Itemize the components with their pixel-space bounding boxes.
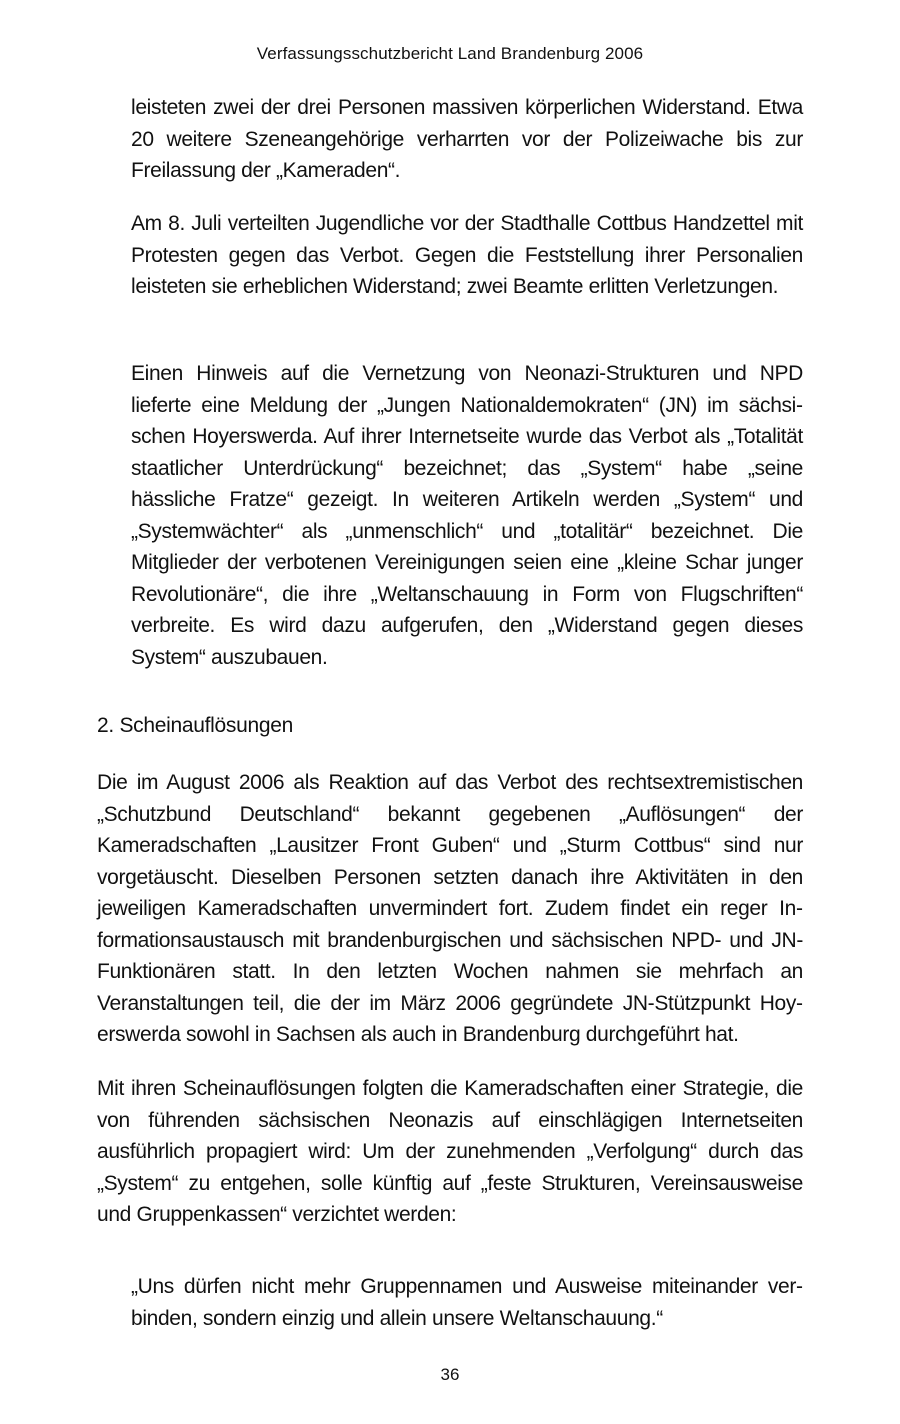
page-number: 36 (440, 1365, 460, 1384)
section-heading: 2. Scheinauflösungen (97, 714, 293, 737)
paragraph-jn-network: Einen Hinweis auf die Vernetzung von Neonazi-Strukturen und NPD lieferte eine Meldung der „Jungen Nationaldemokraten“ (JN) im sächsischen Hoyerswerda. Auf ihrer Internetseite wurde das Verbot als „Totalität staatlicher Unterdrückung“ bezeichnet; das „System“ habe „seine hässliche Fratze“ gezeigt. In weiteren Artikeln werden „System“ und „Systemwächter“ als „unmenschlich“ und „totalitär“ bezeichnet. Die Mitglieder der verbotenen Vereinigungen seien eine „kleine Schar junger Revolutionäre“, die ihre „Weltanschauung in Form von Flugschriften“ verbreite. Es wird dazu aufgerufen, den „Widerstand gegen dieses System“ auszubauen. (131, 362, 803, 669)
paragraph-resistance-arrest: leisteten zwei der drei Personen massiven körperlichen Widerstand. Etwa 20 weitere Szeneangehörige verharrten vor der Polizeiwache bis zur Freilassung der „Kameraden“. (131, 96, 803, 182)
paragraph-strategy: Mit ihren Scheinauflösungen folgten die Kameradschaften einer Strategie, die von führenden sächsischen Neonazis auf einschlägigen Internetseiten ausführlich propagiert wird: Um der zunehmenden „Verfolgung“ durch das „System“ zu entgehen, solle künftig auf „feste Strukturen, Vereinsausweise und Gruppenkassen“ verzichtet werden: (97, 1077, 803, 1226)
block-quote: „Uns dürfen nicht mehr Gruppennamen und Ausweise miteinander verbinden, sondern einzig und allein unsere Weltanschauung.“ (131, 1275, 803, 1330)
paragraph-handbills-cottbus: Am 8. Juli verteilten Jugendliche vor der Stadthalle Cottbus Handzettel mit Protesten gegen das Verbot. Gegen die Feststellung ihrer Personalien leisteten sie erheblichen Widerstand; zwei Beamte erlitten Verletzungen. (131, 212, 803, 298)
running-header: Verfassungsschutzbericht Land Brandenburg 2006 (256, 44, 644, 63)
paragraph-sham-dissolutions: Die im August 2006 als Reaktion auf das Verbot des rechtsextremistischen „Schutzbund Deutschland“ bekannt gegebenen „Auflösungen“ der Kameradschaften „Lausitzer Front Guben“ und „Sturm Cottbus“ sind nur vorgetäuscht. Dieselben Personen setzten danach ihre Aktivitäten in den jeweiligen Kameradschaften unvermindert fort. Zudem findet ein reger Informationsaustausch mit brandenburgischen und sächsischen NPD- und JN-Funktionären statt. In den letzten Wochen nahmen sie mehrfach an Veranstaltungen teil, die der im März 2006 gegründete JN-Stützpunkt Hoyerswerda sowohl in Sachsen als auch in Brandenburg durchgeführt hat. (97, 771, 803, 1046)
